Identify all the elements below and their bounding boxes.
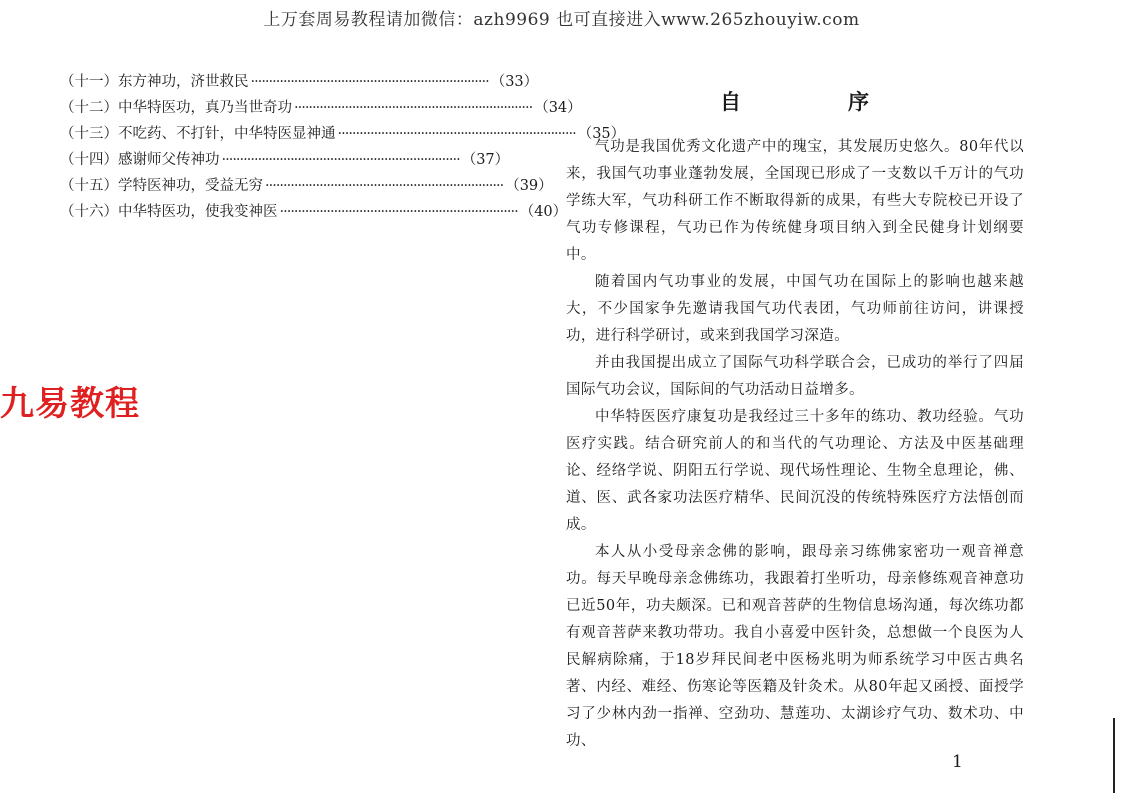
toc-leader-dots: ·································································· bbox=[221, 152, 460, 168]
toc-entry-title: 中华特医功，真乃当世奇功 bbox=[118, 100, 292, 116]
preface-title bbox=[566, 86, 1024, 126]
preface-title-char: 自 bbox=[720, 89, 741, 114]
toc-entry-number: （十三） bbox=[60, 126, 118, 142]
preface-page bbox=[566, 86, 1024, 755]
toc-entry-title: 不吃药、不打针，中华特医显神通 bbox=[118, 126, 336, 142]
preface-paragraph: 并由我国提出成立了国际气功科学联合会，已成功的举行了四届国际气功会议，国际间的气功活动日益增多。 bbox=[566, 355, 1024, 398]
toc-leader-dots: ·································································· bbox=[250, 74, 489, 90]
toc-entry bbox=[60, 200, 568, 226]
toc-entry bbox=[60, 70, 539, 96]
watermark-logo: 九易教程 bbox=[0, 384, 140, 424]
toc-entry-number: （十二） bbox=[60, 100, 118, 116]
toc-entry bbox=[60, 96, 582, 122]
toc-entry bbox=[60, 122, 626, 148]
toc-entry-title: 中华特医功，使我变神医 bbox=[118, 204, 278, 220]
toc-entry-page: （35） bbox=[577, 126, 626, 142]
toc-entry-number: （十一） bbox=[60, 74, 118, 90]
toc-entry-number: （十六） bbox=[60, 204, 118, 220]
toc-entry-title: 东方神功，济世救民 bbox=[118, 74, 249, 90]
toc-entry bbox=[60, 148, 510, 174]
preface-title-char: 序 bbox=[848, 89, 869, 114]
preface-paragraph: 随着国内气功事业的发展，中国气功在国际上的影响也越来越大，不少国家争先邀请我国气功代表团，气功师前往访问，讲课授功，进行科学研讨，或来到我国学习深造。 bbox=[566, 274, 1024, 344]
page-number: 1 bbox=[952, 752, 963, 772]
toc-entry-page: （34） bbox=[534, 100, 582, 116]
preface-paragraph: 本人从小受母亲念佛的影响，跟母亲习练佛家密功一观音禅意功。每天早晚母亲念佛练功，我跟着打坐听功，母亲修练观音神意功已近50年，功夫颇深。已和观音菩萨的生物信息场沟通，每次练功都有观音菩萨来教功带功。我自小喜爱中医针灸，总想做一个良医为人民解病除痛，于18岁拜民间老中医杨兆明为师系统学习中医古典名著、内经、难经、伤寒论等医籍及针灸术。从80年起又函授、面授学习了少林内劲一指禅、空劲功、慧莲功、太湖诊疗气功、数术功、中功、 bbox=[566, 544, 1024, 749]
header-banner: 上万套周易教程请加微信：azh9969 也可直接进入www.265zhouyiw.com bbox=[263, 10, 860, 30]
toc-leader-dots: ·································································· bbox=[279, 204, 518, 220]
toc-entry-title: 学特医神功，受益无穷 bbox=[118, 178, 263, 194]
toc-entry-number: （十五） bbox=[60, 178, 118, 194]
toc-leader-dots: ·································································· bbox=[337, 126, 576, 142]
toc-entry bbox=[60, 174, 553, 200]
toc-leader-dots: ·································································· bbox=[265, 178, 504, 194]
page-edge-line bbox=[1113, 718, 1115, 793]
toc-leader-dots: ·································································· bbox=[294, 100, 533, 116]
preface-body bbox=[566, 134, 1024, 755]
table-of-contents bbox=[60, 70, 626, 226]
toc-entry-page: （37） bbox=[461, 152, 510, 168]
toc-entry-title: 感谢师父传神功 bbox=[118, 152, 220, 168]
preface-paragraph: 气功是我国优秀文化遗产中的瑰宝，其发展历史悠久。80年代以来，我国气功事业蓬勃发展，全国现已形成了一支数以千万计的气功学练大军，气功科研工作不断取得新的成果，有些大专院校已开设了气功专修课程，气功已作为传统健身项目纳入到全民健身计划纲要中。 bbox=[566, 139, 1024, 263]
toc-entry-page: （33） bbox=[490, 74, 539, 90]
toc-entry-page: （39） bbox=[505, 178, 553, 194]
toc-entry-page: （40） bbox=[519, 204, 568, 220]
toc-entry-number: （十四） bbox=[60, 152, 118, 168]
preface-paragraph: 中华特医医疗康复功是我经过三十多年的练功、教功经验。气功医疗实践。结合研究前人的和当代的气功理论、方法及中医基础理论、经络学说、阴阳五行学说、现代场性理论、生物全息理论，佛、道、医、武各家功法医疗精华、民间沉没的传统特殊医疗方法悟创而成。 bbox=[566, 409, 1024, 533]
